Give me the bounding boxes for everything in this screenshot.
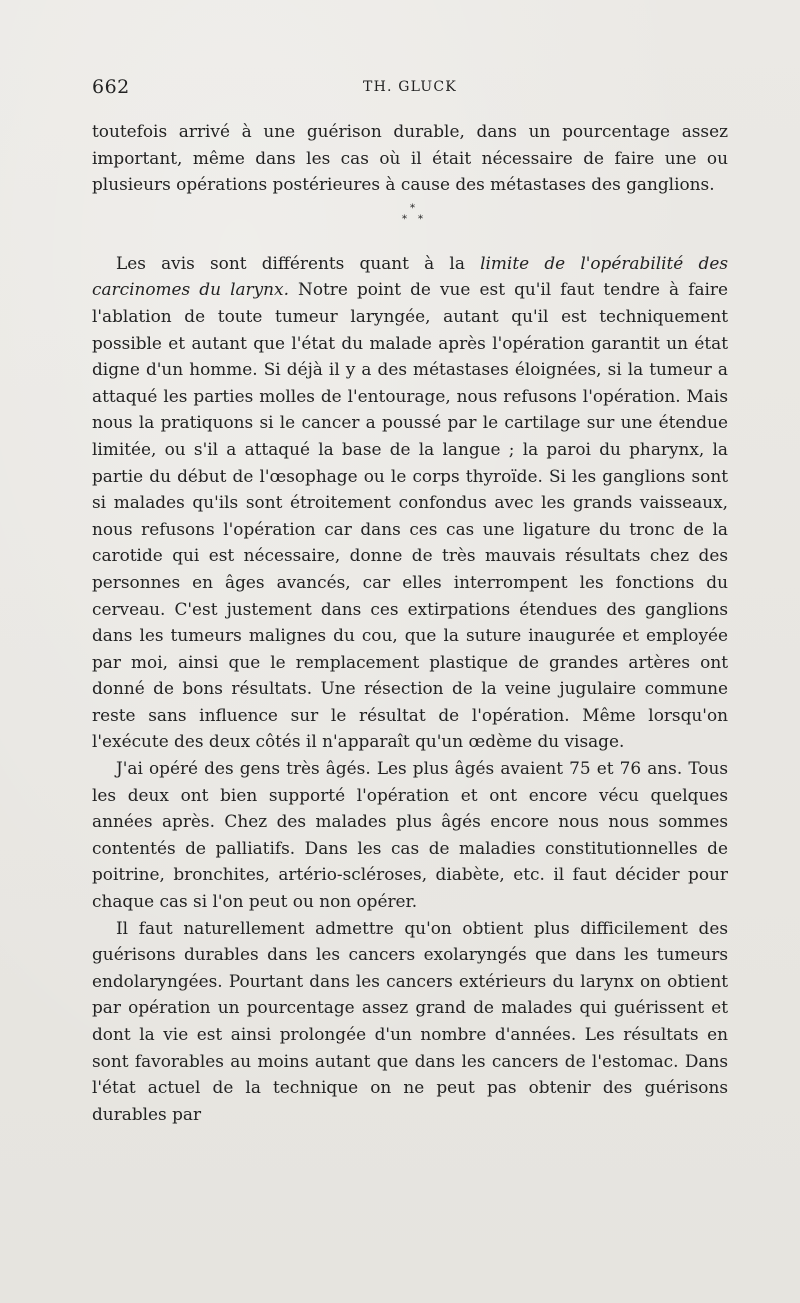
paragraph-2-rest: Notre point de vue est qu'il faut tendre à faire l'ablation de toute tumeur laryngée, autant qu'il est techniquement possible et autant que l'état du malade après l'opération garantit un état digne d'un homme. Si déjà il y a des métastases éloignées, si la tumeur a attaqué les parties molles de l'entourage, nous refusons l'opération. Mais nous la pratiquons si le cancer a poussé par le cartilage sur une étendue limitée, ou s'il a attaqué la base de la langue ; la paroi du pharynx, la partie du début de l'œsophage ou le corps thyroïde. Si les ganglions sont si malades qu'ils sont étroitement confondus avec les grands vaisseaux, nous refusons l'opération car dans ces cas une ligature du tronc de la carotide qui est nécessaire, donne de très mauvais résultats chez des personnes en âges avancés, car elles interrompent les fonctions du cerveau. C'est justement dans ces extirpations étendues des ganglions dans les tumeurs malignes du cou, que la suture inaugurée et employée par moi, ainsi que le remplacement plastique de grandes artères ont donné de bons résultats. Une résection de la veine jugulaire commune reste sans influence sur le résultat de l'opération. Même lorsqu'on l'exécute des deux côtés il n'apparaît qu'un œdème du visage. [92,279,728,752]
paragraph-3: J'ai opéré des gens très âgés. Les plus âgés avaient 75 et 76 ans. Tous les deux ont bien supporté l'opération et ont encore vécu quelques années après. Chez des malades plus âgés encore nous nous sommes contentés de palliatifs. Dans les cas de maladies constitutionnelles de poitrine, bronchites, artério-scléroses, diabète, etc. il faut décider pour chaque cas si l'on peut ou non opérer. [92,758,728,912]
asterism-star: * [402,213,407,225]
asterism-star: * [410,202,415,214]
paragraph-4: Il faut naturellement admettre qu'on obtient plus difficilement des guérisons durables dans les cancers exolaryngés que dans les tumeurs endolaryngées. Pourtant dans les cancers extérieurs du larynx on obtient par opération un pourcentage assez grand de malades qui guérissent et dont la vie est ainsi prolongée d'un nombre d'années. Les résultats en sont favorables au moins autant que dans les cancers de l'estomac. Dans l'état actuel de la technique on ne peut pas obtenir des guérisons durables par [92,917,728,1124]
paragraph-1: toutefois arrivé à une guérison durable, dans un pourcentage assez important, même dans les cas où il était nécessaire de faire une ou plusieurs opérations postérieures à cause des métastases des ganglions. [92,121,728,195]
paragraph-2-lead: Les avis sont différents quant à la [116,252,481,273]
asterism-separator [92,200,728,246]
paragraph-2-italic: limite de l'opérabilité des carcinomes du larynx. [92,252,728,300]
running-head: TH. GLUCK [363,79,457,95]
asterism-star: * [418,213,423,225]
body-text [92,118,728,1127]
paragraph-2 [92,250,728,755]
page-number: 662 [92,76,130,98]
page-header [92,76,728,106]
